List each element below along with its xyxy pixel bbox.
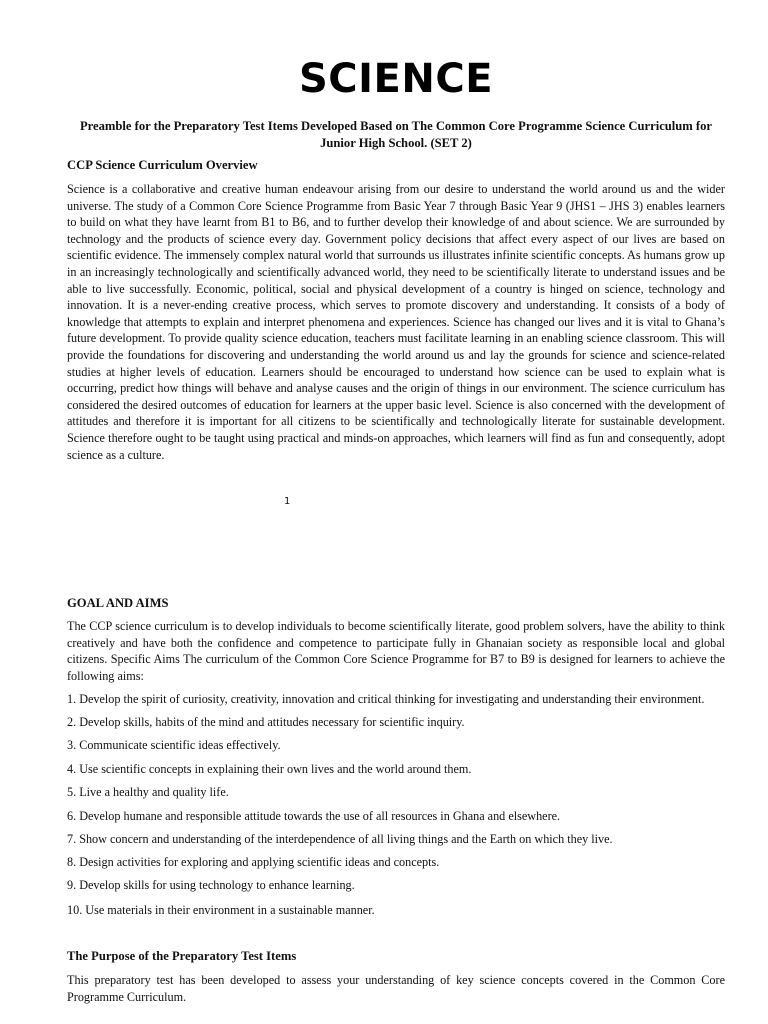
purpose-heading: The Purpose of the Preparatory Test Items — [67, 949, 297, 963]
aim-item: 1. Develop the spirit of curiosity, creativity, innovation and critical thinking for investigating and understanding their environment. — [67, 692, 705, 706]
page-title: SCIENCE — [298, 56, 494, 102]
overview-paragraph: Science is a collaborative and creative human endeavour arising from our desire to understand the world around us and the wider universe. The study of a Common Core Science Programme from Basic Year 7 through Basic Year 9 (JHS1 – JHS 3) enables learners to build on what they have learnt from B1 to B6, and to further develop their knowledge of and about science. We are surrounded by technology and the products of science every day. Government policy decisions that affect every aspect of our lives are based on scientific evidence. The immensely complex natural world that surrounds us illustrates infinite scientific concepts. As humans grow up in an increasingly technologically and scientifically advanced world, they need to be scientifically literate to understand issues and be able to live successfully. Economic, political, social and physical development of a country is hinged on science, technology and innovation. It is a never-ending creative process, which serves to promote discovery and understanding. It consists of a body of knowledge that attempts to explain and interpret phenomena and experiences. Science has changed our lives and it is vital to Ghana’s future development. To provide quality science education, teachers must facilitate learning in an enabling science classroom. This will provide the foundations for discovering and understanding the world around us and lay the grounds for science and science-related studies at higher levels of education. Learners should be encouraged to understand how science can be used to explain what is occurring, predict how things will behave and analyse causes and the origin of things in our environment. The science curriculum has considered the desired outcomes of education for learners at the upper basic level. Science is also concerned with the development of attitudes and therefore it is important for all citizens to be scientifically and technologically literate for sustainable development. Science therefore ought to be taught using practical and minds-on approaches, which learners will find as fun and consequently, adopt science as a culture. — [67, 182, 725, 462]
aim-item: 4. Use scientific concepts in explaining their own lives and the world around them. — [67, 762, 472, 776]
aim-item: 5. Live a healthy and quality life. — [67, 785, 229, 799]
aim-item: 10. Use materials in their environment in a sustainable manner. — [67, 903, 375, 917]
goals-heading: GOAL AND AIMS — [67, 596, 169, 610]
preamble-heading: Preamble for the Preparatory Test Items Developed Based on The Common Core Programme Science Curriculum for Junior High School. (SET 2) — [79, 119, 713, 150]
aim-item: 6. Develop humane and responsible attitude towards the use of all resources in Ghana and elsewhere. — [67, 809, 561, 823]
goals-paragraph: The CCP science curriculum is to develop individuals to become scientifically literate, good problem solvers, have the ability to think creatively and have both the confidence and competence to participate fully in Ghanaian society as responsible local and global citizens. Specific Aims The curriculum of the Common Core Science Programme for B7 to B9 is designed for learners to achieve the following aims: — [67, 619, 725, 683]
aim-item: 8. Design activities for exploring and applying scientific ideas and concepts. — [67, 855, 440, 869]
aim-item: 9. Develop skills for using technology to enhance learning. — [67, 878, 355, 892]
purpose-paragraph: This preparatory test has been developed to assess your understanding of key science concepts covered in the Common Core Programme Curriculum. — [67, 973, 725, 1004]
aim-item: 2. Develop skills, habits of the mind and attitudes necessary for scientific inquiry. — [67, 715, 465, 729]
aim-item: 7. Show concern and understanding of the interdependence of all living things and the Earth on which they live. — [67, 832, 613, 846]
aim-item: 3. Communicate scientific ideas effectively. — [67, 738, 281, 752]
overview-heading: CCP Science Curriculum Overview — [67, 158, 258, 172]
page-number: 1 — [284, 496, 291, 507]
